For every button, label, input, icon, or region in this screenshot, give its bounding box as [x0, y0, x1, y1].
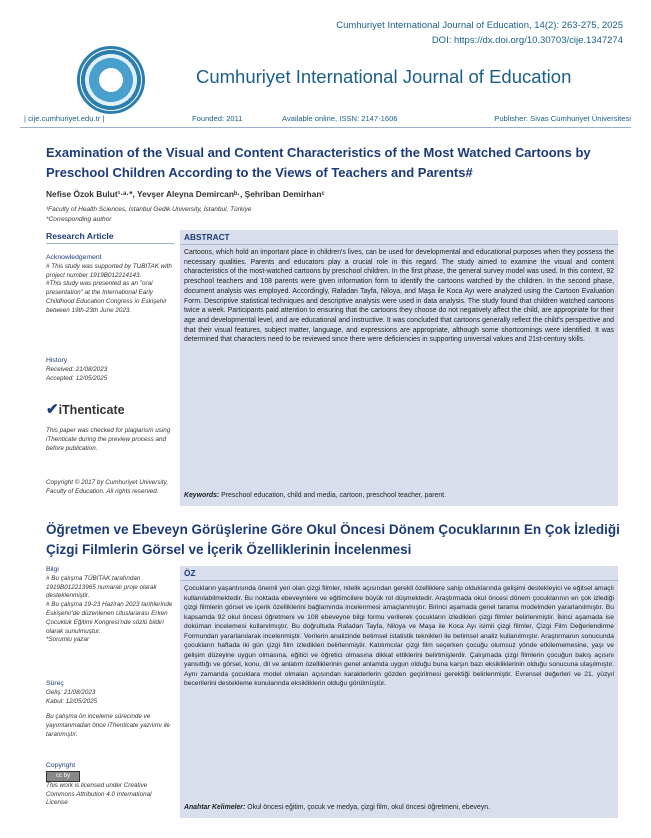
- journal-title: Cumhuriyet International Journal of Education: [196, 66, 572, 87]
- ack-heading: Acknowledgement: [46, 254, 102, 261]
- cc-license-icon[interactable]: cc by: [46, 771, 80, 782]
- abstract-text: Cartoons, which hold an important place in children's lives, can be used for developmental and educational purposes when they possess the necessary qualities. Parents and educators play a crucial role in this regard. The study aimed to examine the visual and content characteristics of the most-watched cartoons by preschool children. In the first phase, the general survey model was used. In this context, 92 preschool teachers and 108 parents were given information form to identify the cartoons watched by the children. In the second phase, document analysis was employed. Accordingly, Rafadan Tayfa, Niloya, and Maşa ile Koca Ayı were analyzed using the Cartoon Evaluation Form. Descriptive statistical techniques and descriptive analysis were used in data analysis. The study found that children watched cartoons twice a week. Participants paid attention to ensuring that the cartoons they choose do not negatively affect the child, are appropriate for their age and developmental level, and are educational and instructive. It was concluded that cartoons generally reflect the child's perspective and that their visual features, subject matter, language, and expressions are appropriate, although some shortcomings were identified. It was determined that characters need to be reviewed since there were deficiencies in supporting universal values and 21st-century skills.: [184, 249, 614, 344]
- sorumlu-yazar: *Sorumlu yazar: [46, 636, 90, 644]
- journal-info-bar: [20, 112, 631, 128]
- publisher: Publisher: Sivas Cumhuriyet Üniversitesi: [494, 114, 631, 123]
- abstract-heading: ABSTRACT: [180, 230, 618, 245]
- anahtar-kelimeler-list: Okul öncesi eğitim, çocuk ve medya, çizgi film, okul öncesi öğretmeni, ebeveyn.: [247, 804, 491, 811]
- oz-heading: ÖZ: [180, 566, 618, 581]
- license-block: [46, 762, 174, 808]
- citation-block: [336, 18, 623, 48]
- doi-link[interactable]: DOI: https://dx.doi.org/10.30703/cije.1347274: [431, 35, 623, 46]
- corresponding-note: *Corresponding author: [46, 216, 112, 223]
- keywords: [184, 492, 446, 499]
- surec-heading: Süreç: [46, 680, 64, 687]
- issn: Available online, ISSN: 2147-1606: [282, 114, 398, 123]
- oz-box: [180, 566, 618, 818]
- copyright-note: Copyright © 2017 by Cumhuriyet University, Faculty of Education. All rights reserved.: [46, 479, 169, 495]
- surec-block: [46, 680, 174, 706]
- acknowledgement-block: [46, 254, 174, 316]
- history-block: [46, 357, 174, 383]
- cc-license-text: This work is licensed under Creative Commons Attribution 4.0 International License: [46, 781, 152, 807]
- article-type-label: Research Article: [46, 231, 174, 244]
- gelis-date: Geliş: 21/08/2023: [46, 688, 96, 696]
- ack-note-2: #This study was presented as an "oral presentation" at the International Early Childhood Education Congress in Eskişehir between 19th-23th June 2023.: [46, 280, 167, 314]
- keywords-label: Keywords:: [184, 492, 220, 499]
- plagiarism-block: [46, 427, 174, 453]
- journal-logo: [77, 46, 145, 114]
- affiliations: [46, 205, 251, 225]
- website-link[interactable]: | cije.cumhuriyet.edu.tr |: [24, 114, 105, 123]
- bilgi-block: [46, 566, 174, 645]
- ithenticate-logo: ✔iThenticate: [46, 401, 125, 418]
- received-date: Received: 21/08/2023: [46, 365, 108, 373]
- anahtar-kelimeler: [184, 804, 490, 811]
- copyright-heading: Copyright: [46, 762, 76, 769]
- ack-note-1: # This study was supported by TUBITAK with project number 1919B012214143.: [46, 262, 172, 279]
- citation: Cumhuriyet International Journal of Education, 14(2): 263-275, 2025: [336, 20, 623, 31]
- bilgi-note-2: # Bu çalışma 19-23 Haziran 2023 tarihlerinde Eskişehir'de düzenlenen Uluslararası Erken Çocukluk Eğitimi Kongresi'nde sözlü bildiri olarak sunulmuştur.: [46, 601, 173, 635]
- copyright-block: [46, 479, 174, 497]
- plagiarism-note: This paper was checked for plagiarism using iThenticate during the preview process and before publication.: [46, 427, 171, 452]
- keywords-list: Preschool education, child and media, cartoon, preschool teacher, parent.: [221, 492, 447, 499]
- bilgi-note-1: # Bu çalışma TÜBİTAK tarafından 1919B012213965 numaralı proje olarak desteklenmiştir.: [46, 574, 157, 600]
- affiliation: ¹Faculty of Health Sciences, İstanbul Gedik University, İstanbul, Türkiye: [46, 206, 252, 213]
- bilgi-heading: Bilgi: [46, 566, 59, 573]
- history-heading: History: [46, 357, 68, 364]
- check-icon: ✔: [46, 401, 59, 418]
- turkish-title: Öğretmen ve Ebeveyn Görüşlerine Göre Okul Öncesi Dönem Çocuklarının En Çok İzlediği Çizgi Filmlerin Görsel ve İçerik Özelliklerinin İncelenmesi: [46, 522, 620, 557]
- abstract-box: [180, 230, 618, 506]
- oz-text: Çocukların yaşantısında önemli yeri olan çizgi filmler, nitelik açısından gerekli özelliklere sahip olduklarında gelişimi destekleyici ve eğitsel amaçlı kullanılabilmektedir. Bu noktada ebeveynlere ve eğitimcilere büyük rol düşmektedir. Araştırmada okul öncesi dönem çocuklarının en çok izlediği çizgi filmlerin görsel ve içerik özelliklerini bağlamında incelenmesi amaçlanmıştır. Birinci aşamada genel tarama modelinden yararlanılmıştır. Bu kapsamda 92 okul öncesi öğretmeni ve 108 ebeveyne bilgi formu verilerek çocukların izledikleri çizgi filmler belirlenmiştir. İkinci aşamada ise doküman incelemesi kullanılmıştır. Bu doğrultuda Rafadan Tayfa, Niloya ve Maşa ile Koca Ayı isimli çizgi filmler, Çizgi Film Değerlendirme Formundan yararlanılarak incelenmiştir. Verilerin analizinde betimsel istatistik teknikleri ile betimsel analiz kullanılmıştır. Araştırmanın sonucunda çocukların haftada iki gün çizgi film izledikleri belirlenmiştir. Katılımcılar çizgi film seçerken çocuğu olumsuz yönde etkilememesine, yaşı ve gelişim düzeyine uygun olmasına, eğitici ve öğretici olmasına dikkat ettiklerini belirtmişlerdir. Çalışmada çizgi filmlerin çocuğun bakış açısını yansıttığı ve görsel, konu, dil ve anlatım özelliklerinin genel anlamda uygun olduğu buna karşın bazı eksikliklerinin olduğu sonucuna ulaşılmıştır. Aynı zamanda çocuklara model olmaları açısından karakterlerin gözden geçirilmesi gerektiği belirlenmiştir. Evrensel değerleri ve 21. yüzyıl becerilerini destekleme konularında eksikliklerin olduğu görülmüştür.: [184, 585, 614, 687]
- anahtar-kelimeler-label: Anahtar Kelimeler:: [184, 804, 246, 811]
- inceleme-block: [46, 713, 174, 739]
- inceleme-note: Bu çalışma ön inceleme sürecinde ve yayımlanmadan önce iThenticate yazılımı ile taranmıştır.: [46, 713, 170, 738]
- founded: Founded: 2011: [192, 114, 243, 123]
- accepted-date: Accepted: 12/05/2025: [46, 374, 108, 382]
- article-title: Examination of the Visual and Content Characteristics of the Most Watched Cartoons by Preschool Children According to the Views of Teachers and Parents#: [46, 145, 591, 180]
- authors: Nefise Özok Bulut¹·ᵃ·*, Yevşer Aleyna Demircanᵇ·, Şehriban Demirhanᶜ: [46, 189, 325, 199]
- kabul-date: Kabul: 12/05/2025: [46, 697, 98, 705]
